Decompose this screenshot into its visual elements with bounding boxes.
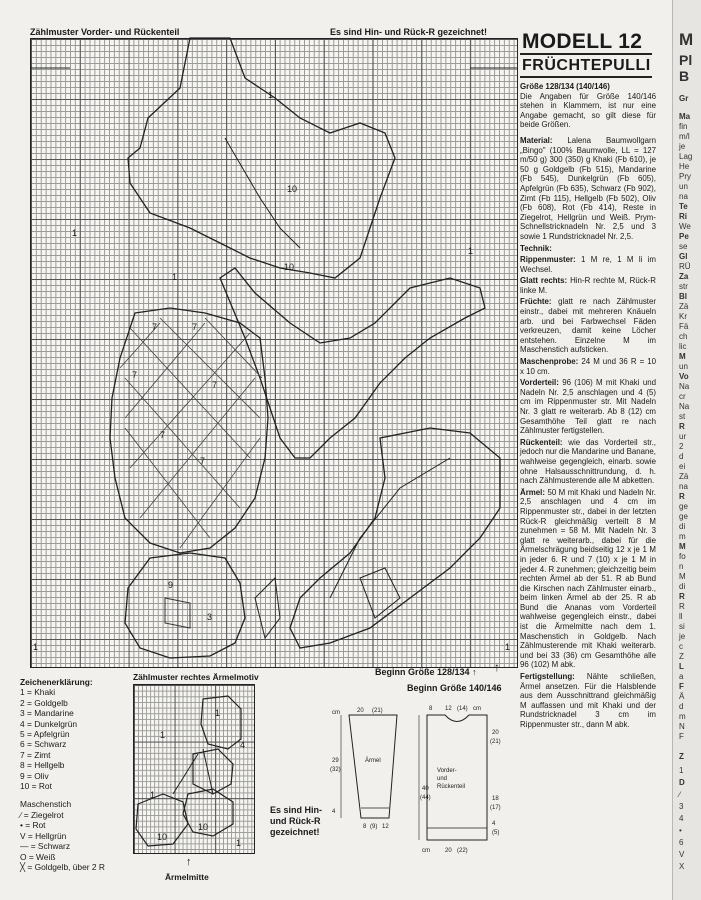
edge-text: D bbox=[679, 778, 685, 787]
sleeve-note bbox=[270, 805, 322, 838]
sleeve-top-width-alt: (21) bbox=[372, 708, 383, 714]
edge-text: F bbox=[679, 682, 684, 691]
vorder-label: Vorderteil: bbox=[520, 378, 559, 388]
edge-text: ch bbox=[679, 332, 688, 341]
body-right-4: (17) bbox=[490, 805, 501, 811]
sleeve-cm-label: cm bbox=[332, 710, 340, 716]
edge-text: d bbox=[679, 452, 684, 461]
chart-number: 10 bbox=[287, 184, 298, 194]
body-rib-alt: (5) bbox=[492, 830, 500, 836]
chart-number: 3 bbox=[207, 612, 213, 622]
material-label: Material: bbox=[520, 135, 553, 145]
edge-text: Za bbox=[679, 272, 689, 281]
vorder-text: 96 (106) M mit Khaki und Nadeln Nr. 2,5 anschlagen und 4 (5) cm im Rippenmuster str. Mit Nadeln Nr. 3 glatt re weiterarb. Ab 8 (12) cm Gesamthöhe Teil glatt re nach Zählmuster fertigstellen. bbox=[520, 378, 656, 436]
chart-number: 7 bbox=[212, 380, 218, 390]
chart-number: 1 bbox=[172, 272, 178, 282]
model-subheading: FRÜCHTEPULLI bbox=[522, 57, 651, 74]
legend-title: Zeichenerklärung: bbox=[20, 677, 93, 687]
edge-text: M bbox=[679, 542, 686, 551]
fertig-label: Fertigstellung: bbox=[520, 672, 575, 682]
edge-text: Fä bbox=[679, 322, 689, 331]
chart-title: Zählmuster Vorder- und Rückenteil bbox=[30, 27, 180, 37]
technik-label: Technik: bbox=[520, 243, 552, 253]
edge-text: m/l bbox=[679, 132, 690, 141]
stitch-item: • = Rot bbox=[20, 820, 46, 831]
edge-text: F bbox=[679, 732, 684, 741]
chart-number: 1 bbox=[268, 90, 274, 100]
body-label-3: Rückenteil bbox=[437, 784, 466, 790]
probe-label: Maschenprobe: bbox=[520, 357, 579, 367]
edge-text: Zä bbox=[679, 302, 689, 311]
sleeve-number: 1 bbox=[160, 730, 166, 740]
body-right-2: (21) bbox=[490, 739, 501, 745]
stitch-item: ╳ = Goldgelb, über 2 R bbox=[20, 861, 105, 872]
edge-text: n bbox=[679, 562, 684, 571]
edge-text: Ri bbox=[679, 212, 687, 221]
edge-text: cr bbox=[679, 392, 686, 401]
heading-rule bbox=[520, 76, 652, 78]
heading-rule bbox=[520, 53, 652, 55]
edge-text: str bbox=[679, 282, 688, 291]
legend-item: 10 = Rot bbox=[20, 781, 52, 792]
edge-text: un bbox=[679, 362, 688, 371]
body-top-2: 12 bbox=[445, 706, 452, 712]
edge-text: 3 bbox=[679, 802, 684, 811]
edge-text: 4 bbox=[679, 814, 684, 823]
edge-text: m bbox=[679, 532, 686, 541]
edge-text: lic bbox=[679, 342, 687, 351]
fertig-text: Nähte schließen, Ärmel ansetzen. Für die Halsblende aus dem Ausschnittrand gleichmäßig M auffassen und mit Khaki und der Rundstricknadel 3 cm im Rippenmuster str., dann M abk. bbox=[520, 672, 656, 729]
sleeve-middle-label: Ärmelmitte bbox=[165, 872, 209, 882]
legend-item: 7 = Zimt bbox=[20, 749, 51, 760]
sleeve-number: 10 bbox=[198, 822, 209, 832]
body-bottom-1: 20 bbox=[445, 848, 452, 854]
body-top-cm: cm bbox=[473, 706, 481, 712]
chart-number: 9 bbox=[168, 580, 174, 590]
up-arrow-icon: ↑ bbox=[472, 667, 477, 677]
body-label-2: und bbox=[437, 776, 448, 782]
sleeve-label: Ärmel bbox=[365, 758, 381, 764]
size-label: Größe 128/134 (140/146) bbox=[520, 82, 610, 91]
up-arrow-icon: ↑ bbox=[186, 856, 192, 868]
material-text: Lalena Baumwollgarn „Bingo" (100% Baumwolle, LL = 127 m/50 g) 300 (350) g Khaki (Fb 610), je 50 g Goldgelb (Fb 515), Mandarine (Fb 545), Dunkelgrün (Fb 605), Apfelgrün (Fb 635), Schwarz (Fb 902), Zimt (Fb 115), Hellgelb (Fb 502), Oliv (Fb 608), Rot (Fb 414), Reste in Ziegelrot, Hellgrün und Weiß. Prym-Schnellstricknadeln Nr. 2,5 und 3 sowie 1 Rundstricknadel Nr. 2,5. bbox=[520, 135, 656, 241]
edge-text: 1 bbox=[679, 766, 684, 775]
fruechte-label: Früchte: bbox=[520, 297, 552, 307]
legend-item: 8 = Hellgelb bbox=[20, 760, 65, 771]
edge-text: He bbox=[679, 162, 690, 171]
model-heading: MODELL 12 bbox=[522, 30, 643, 53]
edge-text: se bbox=[679, 242, 688, 251]
legend-item: 9 = Oliv bbox=[20, 770, 49, 781]
body-right-1: 20 bbox=[492, 730, 499, 736]
edge-text: Na bbox=[679, 382, 690, 391]
next-page-edge bbox=[672, 0, 701, 900]
edge-text: Z bbox=[679, 652, 684, 661]
pattern-schematic bbox=[327, 700, 517, 860]
edge-text: ∕ bbox=[679, 790, 681, 799]
chart-number: 1 bbox=[72, 228, 78, 238]
edge-text: ge bbox=[679, 512, 688, 521]
edge-text: Na bbox=[679, 402, 690, 411]
chart-number: 7 bbox=[192, 322, 198, 332]
legend bbox=[20, 677, 130, 872]
body-top-1: 8 bbox=[429, 706, 433, 712]
legend-item: 3 = Mandarine bbox=[20, 708, 74, 719]
sleeve-note-line: Es sind Hin- bbox=[270, 805, 323, 815]
edge-text: Gr bbox=[679, 94, 689, 103]
main-chart-motifs bbox=[30, 38, 518, 668]
edge-text: a bbox=[679, 672, 684, 681]
chart-number: 10 bbox=[284, 262, 295, 272]
body-label-1: Vorder- bbox=[437, 768, 457, 774]
edge-text: Pl bbox=[679, 52, 693, 68]
edge-text: Ma bbox=[679, 112, 691, 121]
sleeve-bottom: 8 bbox=[363, 824, 367, 830]
sleeve-rib: 4 bbox=[332, 809, 336, 815]
sleeve-number: 10 bbox=[157, 832, 168, 842]
edge-text: N bbox=[679, 722, 685, 731]
legend-item: 4 = Dunkelgrün bbox=[20, 718, 78, 729]
edge-text: na bbox=[679, 482, 688, 491]
edge-text: X bbox=[679, 862, 685, 871]
edge-text: je bbox=[679, 632, 686, 641]
edge-text: R bbox=[679, 422, 685, 431]
edge-text: R bbox=[679, 492, 685, 501]
stitch-item: V = Hellgrün bbox=[20, 830, 67, 841]
begin-size-2-label: Beginn Größe 140/146 bbox=[407, 683, 502, 693]
edge-text: RÜ bbox=[679, 262, 691, 271]
sleeve-number: 1 bbox=[150, 790, 156, 800]
sleeve-number: 1 bbox=[236, 838, 242, 848]
legend-item: 1 = Khaki bbox=[20, 687, 56, 698]
edge-text: 2 bbox=[679, 442, 684, 451]
chart-number: 7 bbox=[200, 456, 206, 466]
probe-text: 24 M und 36 R = 10 x 10 cm. bbox=[520, 357, 656, 376]
edge-text: Pry bbox=[679, 172, 691, 181]
stitch-item: O = Weiß bbox=[20, 851, 56, 862]
chart-number: 7 bbox=[160, 430, 166, 440]
chart-number: 1 bbox=[505, 642, 511, 652]
up-arrow-icon: ↑ bbox=[494, 660, 500, 674]
body-bottom-2: (22) bbox=[457, 848, 468, 854]
edge-text: Lag bbox=[679, 152, 693, 161]
body-left-2: (44) bbox=[420, 795, 431, 801]
edge-text: je bbox=[679, 142, 686, 151]
edge-text: di bbox=[679, 522, 686, 531]
fruechte-text: glatt re nach Zählmuster einstr., dabei mit mehreren Knäueln arb. und bei Farbwechsel Fäden verkreuzen, damit keine Löcher entstehen. Einzelne M im Maschenstich aufsticken. bbox=[520, 297, 656, 355]
legend-item: 5 = Apfelgrün bbox=[20, 729, 70, 740]
edge-text: d bbox=[679, 702, 684, 711]
edge-text: L bbox=[679, 662, 684, 671]
sleeve-height-alt: (32) bbox=[330, 767, 341, 773]
edge-text: ei bbox=[679, 462, 686, 471]
chart-number: 7 bbox=[132, 370, 138, 380]
body-right-3: 18 bbox=[492, 796, 499, 802]
edge-text: M bbox=[679, 572, 686, 581]
legend-item: 2 = Goldgelb bbox=[20, 697, 68, 708]
edge-text: R bbox=[679, 592, 685, 601]
sleeve-number: 1 bbox=[215, 708, 221, 718]
stitch-item: — = Schwarz bbox=[20, 841, 71, 852]
edge-text: 6 bbox=[679, 838, 684, 847]
sleeve-height: 29 bbox=[332, 758, 339, 764]
edge-text: st bbox=[679, 412, 686, 421]
chart-note: Es sind Hin- und Rück-R gezeichnet! bbox=[330, 27, 488, 37]
sleeve-chart-title: Zählmuster rechtes Ärmelmotiv bbox=[133, 672, 259, 682]
edge-text: Bl bbox=[679, 292, 687, 301]
glatt-label: Glatt rechts: bbox=[520, 276, 568, 286]
instructions-text bbox=[520, 82, 656, 732]
edge-text: ur bbox=[679, 432, 687, 441]
edge-text: c bbox=[679, 642, 683, 651]
body-top-3: (14) bbox=[457, 706, 468, 712]
edge-text: Vo bbox=[679, 372, 689, 381]
edge-text: fin bbox=[679, 122, 688, 131]
sleeve-note-line: und Rück-R bbox=[270, 816, 321, 826]
edge-text: ll bbox=[679, 612, 683, 621]
sleeve-number: 4 bbox=[240, 740, 246, 750]
edge-text: Z bbox=[679, 752, 684, 761]
size-text: Die Angaben für Größe 140/146 stehen in Klammern, ist nur eine Angabe gemacht, so gilt diese für beide Größen. bbox=[520, 91, 656, 130]
edge-text: R bbox=[679, 602, 685, 611]
begin-size-2 bbox=[407, 683, 502, 693]
edge-text: si bbox=[679, 622, 685, 631]
stitch-title: Maschenstich bbox=[20, 799, 72, 810]
edge-text: m bbox=[679, 712, 686, 721]
sleeve-bottom-alt: (9) bbox=[370, 824, 378, 830]
sleeve-chart-motifs bbox=[133, 684, 255, 854]
chart-number: 7 bbox=[152, 322, 158, 332]
rippen-text: 1 M re, 1 M li im Wechsel. bbox=[520, 255, 656, 274]
begin-size-1 bbox=[375, 667, 477, 677]
edge-text: un bbox=[679, 182, 688, 191]
edge-text: • bbox=[679, 826, 682, 835]
edge-text: M bbox=[679, 30, 694, 49]
edge-text: B bbox=[679, 68, 690, 84]
edge-text: Kr bbox=[679, 312, 687, 321]
body-bottom-cm: cm bbox=[422, 848, 430, 854]
edge-text: fo bbox=[679, 552, 686, 561]
sleeve-bottom-3: 12 bbox=[382, 824, 389, 830]
sleeve-note-line: gezeichnet! bbox=[270, 827, 320, 837]
edge-text: Te bbox=[679, 202, 688, 211]
edge-text: Ä bbox=[679, 692, 685, 701]
edge-text: ge bbox=[679, 502, 688, 511]
edge-text: na bbox=[679, 192, 688, 201]
aermel-text: 50 M mit Khaki und Nadeln Nr. 2,5 anschlagen und 4 cm im Rippenmuster str., dabei in der letzten Rück-R gleichmäßig verteilt 8 M zunehmen = 58 M. Mit Nadeln Nr. 3 glatt re weiterarb., dabei für die Ärmelschrägung beidseitig 12 x je 1 M in jeder 6. R und 7 (10) x je 1 M in jeder 4. R zunehmen; gleichzeitig beim rechten Ärmel ab der 51. R ab Bund die Kirschen nach Zählmuster einarb., beim linken Ärmel ab der 25. R ab Bund die Ananas vom Vorderteil wahlweise gegengleich einstr., dabei ist die Ärmelmitte nach dem 1. Maschenstich in Goldgelb. Nach Zählmusterende mit Khaki weiterarb. und bei 33 (36) cm Gesamthöhe alle 96 (102) M abk. bbox=[520, 487, 656, 670]
glatt-text: Hin-R rechte M, Rück-R linke M. bbox=[520, 276, 656, 295]
edge-text: V bbox=[679, 850, 685, 859]
chart-number: 1 bbox=[468, 246, 474, 256]
ruecken-label: Rückenteil: bbox=[520, 437, 563, 447]
rippen-label: Rippenmuster: bbox=[520, 255, 576, 265]
edge-text: We bbox=[679, 222, 691, 231]
aermel-label: Ärmel: bbox=[520, 487, 545, 497]
edge-text: M bbox=[679, 352, 686, 361]
body-left-1: 40 bbox=[422, 786, 429, 792]
sleeve-top-width: 20 bbox=[357, 708, 364, 714]
edge-text: Gl bbox=[679, 252, 688, 261]
begin-size-1-label: Beginn Größe 128/134 bbox=[375, 667, 470, 677]
chart-number: 1 bbox=[33, 642, 39, 652]
legend-item: 6 = Schwarz bbox=[20, 739, 67, 750]
stitch-item: ∕ = Ziegelrot bbox=[20, 809, 64, 820]
edge-text: Pe bbox=[679, 232, 689, 241]
edge-text: di bbox=[679, 582, 686, 591]
ruecken-text: wie das Vorderteil str., jedoch nur die Mandarine und Banane, wahlweise gegengleich, einarb. sowie ohne Halsausschnittrundung, d. h. nach Zählmusterende alle M abketten. bbox=[520, 437, 656, 486]
edge-text: Zä bbox=[679, 472, 689, 481]
body-rib: 4 bbox=[492, 821, 496, 827]
